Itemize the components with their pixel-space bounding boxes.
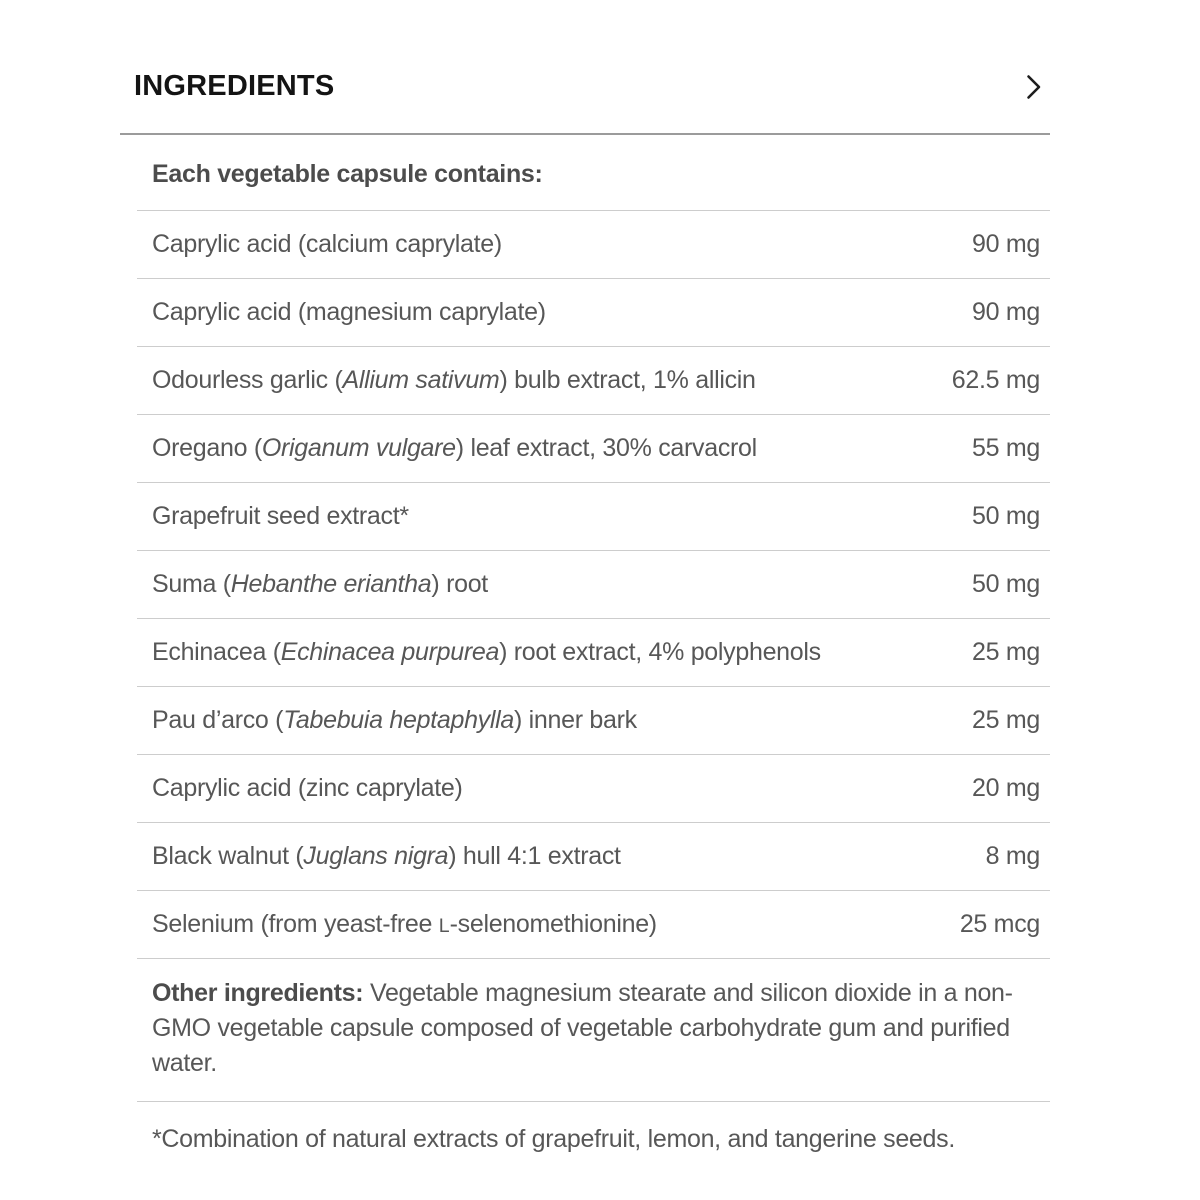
ingredient-name: Oregano (Origanum vulgare) leaf extract, 30% carvacrol: [152, 434, 757, 462]
table-row: [137, 346, 1050, 414]
ingredient-name: Suma (Hebanthe eriantha) root: [152, 570, 488, 598]
table-row: [137, 210, 1050, 278]
table-row: [137, 890, 1050, 958]
ingredient-rows: [137, 210, 1050, 958]
other-ingredients-text: Vegetable magnesium stearate and silicon dioxide in a non-GMO vegetable capsule composed of vegetable carbohydrate gum and purified water.: [152, 979, 1013, 1077]
ingredient-amount: 25 mcg: [959, 910, 1040, 938]
ingredients-accordion-header[interactable]: [120, 70, 1050, 103]
ingredient-amount: 55 mg: [972, 434, 1040, 462]
ingredient-amount: 8 mg: [985, 842, 1040, 870]
table-row: [137, 414, 1050, 482]
ingredient-amount: 90 mg: [972, 230, 1040, 258]
ingredient-amount: 20 mg: [972, 774, 1040, 802]
ingredient-amount: 50 mg: [972, 570, 1040, 598]
ingredient-name: Caprylic acid (calcium caprylate): [152, 230, 502, 258]
ingredient-name: Black walnut (Juglans nigra) hull 4:1 extract: [152, 842, 621, 870]
chevron-right-icon[interactable]: [1026, 74, 1042, 100]
table-row: [137, 550, 1050, 618]
ingredient-name: Caprylic acid (magnesium caprylate): [152, 298, 546, 326]
ingredients-table: [137, 135, 1050, 1176]
ingredient-name: Pau d’arco (Tabebuia heptaphylla) inner bark: [152, 706, 637, 734]
ingredients-panel: [120, 0, 1050, 1176]
table-row: [137, 482, 1050, 550]
ingredients-section-title: INGREDIENTS: [134, 70, 335, 102]
ingredient-name: Odourless garlic (Allium sativum) bulb extract, 1% allicin: [152, 366, 756, 394]
ingredient-amount: 25 mg: [972, 706, 1040, 734]
footnote: *Combination of natural extracts of grapefruit, lemon, and tangerine seeds.: [137, 1101, 1050, 1176]
ingredient-name: Selenium (from yeast-free L-selenomethionine): [152, 910, 657, 938]
ingredient-amount: 50 mg: [972, 502, 1040, 530]
ingredient-name: Echinacea (Echinacea purpurea) root extract, 4% polyphenols: [152, 638, 821, 666]
ingredient-amount: 25 mg: [972, 638, 1040, 666]
ingredient-name: Caprylic acid (zinc caprylate): [152, 774, 463, 802]
table-row: [137, 754, 1050, 822]
ingredient-amount: 90 mg: [972, 298, 1040, 326]
capsule-contains-heading: Each vegetable capsule contains:: [152, 160, 543, 188]
ingredient-amount: 62.5 mg: [951, 366, 1040, 394]
ingredient-name: Grapefruit seed extract*: [152, 502, 409, 530]
table-row: [137, 686, 1050, 754]
table-row: [137, 822, 1050, 890]
table-row: [137, 618, 1050, 686]
table-row: [137, 278, 1050, 346]
other-ingredients-label: Other ingredients:: [152, 979, 364, 1007]
other-ingredients-paragraph: [137, 958, 1050, 1101]
